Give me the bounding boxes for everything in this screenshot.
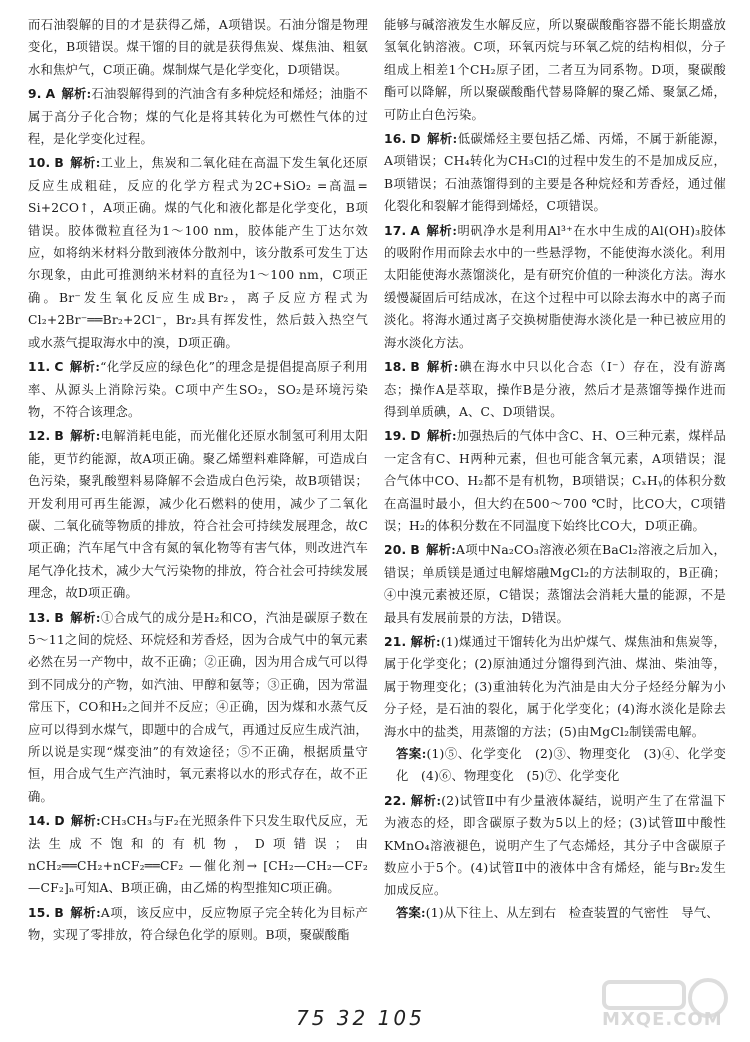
answer-choice: A: [45, 87, 56, 102]
explanation-label: 解析:: [410, 792, 442, 808]
explanation-label: 解析:: [425, 542, 457, 558]
explanation-text: 石油裂解得到的汽油含有多种烷烃和烯烃；油脂不属于高分子化合物；煤的气化是将其转化为可燃性气体的过程，是化学变化过程。: [28, 87, 369, 147]
explanation-label: 解析:: [425, 359, 459, 375]
answer-choice: A: [410, 223, 421, 238]
question-number: 14.: [28, 814, 51, 829]
watermark-text: MXQE.COM: [602, 1009, 723, 1030]
answer-choice: D: [410, 429, 421, 444]
solution-entry: [384, 539, 726, 629]
question-number: 17.: [384, 223, 407, 238]
answer-choice: B: [54, 429, 64, 444]
question-number: 15.: [28, 905, 51, 920]
solution-entry: [384, 128, 726, 218]
explanation-text: 碘在海水中只以化合态（I⁻）存在，没有游离态；操作A是萃取，操作B是分液，然后才是蒸馏等操作进而得到单质碘，A、C、D项错误。: [384, 360, 727, 419]
explanation-label: 解析:: [426, 428, 457, 444]
question-number: 19.: [384, 429, 407, 444]
answer-choice: D: [410, 132, 421, 147]
watermark-logo: [596, 976, 736, 1032]
explanation-text: 工业上，焦炭和二氧化硅在高温下发生氧化还原反应生成粗硅，反应的化学方程式为2C+SiO₂ =高温= Si+2CO↑，A项正确。煤的气化和液化都是化学变化，B项错误。胶体微粒直径为1～100 nm，胶体能产生丁达尔效应，如将纳米材料分散到液体分散剂中，该分散系可发生丁达尔现象，由此可推测纳米材料的直径为1～100 nm，C项正确。Br⁻发生氧化反应生成Br₂，离子反应方程式为Cl₂+2Br⁻══Br₂+2Cl⁻，Br₂具有挥发性，然后鼓入热空气或水蒸气提取海水中的溴，D项正确。: [28, 156, 368, 350]
solution-entry: [28, 152, 368, 354]
left-column: [28, 14, 368, 949]
explanation-text: A项中Na₂CO₃溶液必须在BaCl₂溶液之后加入，错误；单质镁是通过电解熔融MgCl₂的方法制取的，B正确；④中溴元素被还原，C错误；蒸馏法会消耗大量的能源，不是最具有发展前景的方法，D错误。: [384, 543, 726, 625]
explanation-label: 解析:: [61, 86, 92, 102]
answer-line: [384, 902, 726, 924]
solution-entry: [384, 631, 726, 788]
explanation-label: 解析:: [69, 904, 101, 920]
explanation-text: 而石油裂解的目的才是获得乙烯，A项错误。石油分馏是物理变化，B项错误。煤干馏的目的就是获得焦炭、煤焦油、粗氨水和焦炉气，C项正确。煤制煤气是化学变化，D项错误。: [28, 18, 368, 77]
explanation-label: 解析:: [69, 428, 101, 444]
explanation-text: 明矾净水是利用Al³⁺在水中生成的Al(OH)₃胶体的吸附作用而除去水中的一些悬浮物，不能使海水淡化。利用太阳能使海水蒸馏淡化，是有研究价值的一种淡化方法。海水缓慢凝固后可结成冰，在这个过程中可以除去海水中的离子而淡化。将海水通过离子交换树脂使海水淡化是一种已被应用的海水淡化方法。: [384, 223, 726, 350]
solution-entry: [384, 220, 726, 354]
right-column: [384, 14, 726, 926]
question-number: 13.: [28, 610, 51, 625]
answer-line: [384, 743, 726, 788]
explanation-text: 电解消耗电能，而光催化还原水制氢可利用太阳能，更节约能源，故A项正确。聚乙烯塑料难降解，可造成白色污染，聚乳酸塑料易降解不会造成白色污染，故B项错误；开发利用可再生能源，减少化石燃料的使用，减少了二氧化碳、二氧化硫等物质的排放，符合社会可持续发展理念，故C项正确；汽车尾气中含有氮的氧化物等有害气体，则改进汽车尾气净化技术，减少大气污染物的排放，符合社会可持续发展理念，故D项正确。: [28, 429, 368, 601]
explanation-text: (2)试管Ⅱ中有少量液体凝结，说明产生了在常温下为液态的烃，即含碳原子数为5以上的烃；(3)试管Ⅲ中酸性KMnO₄溶液褪色，说明产生了气态烯烃，其分子中含碳原子数应小于5个。(4)试管Ⅱ中的液体中含有烯烃，能与Br₂发生加成反应。: [384, 793, 727, 898]
explanation-label: 解析:: [69, 155, 101, 171]
handwritten-page-note: 75 32 105: [296, 1006, 425, 1030]
question-number: 16.: [384, 132, 407, 147]
answer-choice: B: [410, 360, 420, 375]
solution-entry: [28, 83, 368, 150]
question-number: 22.: [384, 793, 407, 808]
explanation-text: (1)煤通过干馏转化为出炉煤气、煤焦油和焦炭等，属于化学变化；(2)原油通过分馏得到汽油、煤油、柴油等，属于物理变化；(3)重油转化为汽油是由大分子烃经分解为小分子烃，是石油的裂化，属于化学变化；(4)海水淡化是除去海水中的盐类，用蒸馏的方法；(5)由MgCl₂制镁需电解。: [384, 634, 726, 739]
explanation-label: 解析:: [426, 222, 458, 238]
solution-entry: [28, 810, 368, 900]
solution-entry: [384, 356, 726, 423]
explanation-label: 解析:: [426, 131, 458, 147]
answer-choice: D: [54, 814, 65, 829]
answer-label: 答案:: [396, 746, 427, 761]
solution-entry: [384, 14, 726, 126]
question-number: 11.: [28, 360, 51, 375]
solution-entry: [28, 607, 368, 809]
question-number: 20.: [384, 543, 407, 558]
explanation-text: CH₃CH₃与F₂在光照条件下只发生取代反应，无法生成不饱和的有机物，D项错误；由nCH₂══CH₂+nCF₂══CF₂ —催化剂→ [CH₂—CH₂—CF₂—CF₂]ₙ可知A、B项正确，由乙烯的构型推知C项正确。: [28, 814, 369, 896]
question-number: 9.: [28, 87, 42, 102]
explanation-label: 解析:: [69, 359, 101, 375]
explanation-text: 能够与碱溶液发生水解反应，所以聚碳酸酯容器不能长期盛放氢氧化钠溶液。C项，环氧丙烷与环氧乙烷的结构相似，分子组成上相差1个CH₂原子团，二者互为同系物。D项，聚碳酸酯可以降解，所以聚碳酸酯代替易降解的聚乙烯、聚氯乙烯，可防止白色污染。: [384, 18, 726, 122]
explanation-text: ①合成气的成分是H₂和CO，汽油是碳原子数在5～11之间的烷烃、环烷烃和芳香烃，因为合成气中的氧元素必然在另一产物中，故不正确；②正确，因为用合成气可以得到不同成分的产物，如汽油、甲醇和氨等；③正确，因为常温常压下，CO和H₂之间并不反应；④正确，因为煤和水蒸气反应可以得到水煤气，即题中的合成气，再通过反应生成汽油，所以说是实现“煤变油”的有效途径；⑤不正确，根据质量守恒，用合成气生产汽油时，氧元素将以水的形式存在，故不正确。: [28, 610, 368, 804]
explanation-text: “化学反应的绿色化”的理念是提倡提高原子利用率、从源头上消除污染。C项中产生SO₂，SO₂是环境污染物，不符合该理念。: [28, 360, 368, 419]
answer-label: 答案:: [396, 904, 426, 920]
solution-entry: [384, 790, 726, 924]
answer-choice: B: [54, 610, 64, 625]
answer-choice: B: [54, 156, 64, 171]
solution-entry: [28, 356, 368, 423]
answer-choice: C: [54, 360, 64, 375]
question-number: 21.: [384, 634, 407, 649]
question-number: 18.: [384, 360, 407, 375]
solution-entry: [28, 425, 368, 604]
solution-entry: [28, 14, 368, 81]
answer-text: (1)从下往上、从左到右 检查装置的气密性 导气、: [425, 905, 719, 920]
explanation-text: 加强热后的气体中含C、H、O三种元素，煤样品一定含有C、H两种元素，但也可能含氧元素，A项错误；混合气体中CO、H₂都不是有机物，B项错误；CₓHᵧ的体积分数在高温时最小，但大约在500～700 ℃时，比CO大，C项错误；H₂的体积分数在不同温度下始终比CO大，D项正确。: [384, 429, 727, 533]
explanation-label: 解析:: [70, 813, 101, 829]
explanation-text: 低碳烯烃主要包括乙烯、丙烯，不属于新能源，A项错误；CH₄转化为CH₃Cl的过程中发生的不是加成反应，B项错误；石油蒸馏得到的主要是各种烷烃和芳香烃，通过催化裂化和裂解才能得到烯烃，C项错误。: [384, 132, 727, 214]
explanation-label: 解析:: [410, 633, 441, 649]
question-number: 10.: [28, 156, 51, 171]
explanation-text: A项，该反应中，反应物原子完全转化为目标产物，实现了零排放，符合绿色化学的原则。B项，聚碳酸酯: [28, 905, 368, 943]
answer-choice: B: [54, 905, 64, 920]
solution-entry: [384, 425, 726, 537]
solution-entry: [28, 902, 368, 947]
explanation-label: 解析:: [69, 609, 101, 625]
question-number: 12.: [28, 429, 51, 444]
answer-choice: B: [410, 543, 420, 558]
answer-text: (1)⑤、化学变化 (2)③、物理变化 (3)④、化学变化 (4)⑥、物理变化 (5)⑦、化学变化: [396, 747, 727, 784]
